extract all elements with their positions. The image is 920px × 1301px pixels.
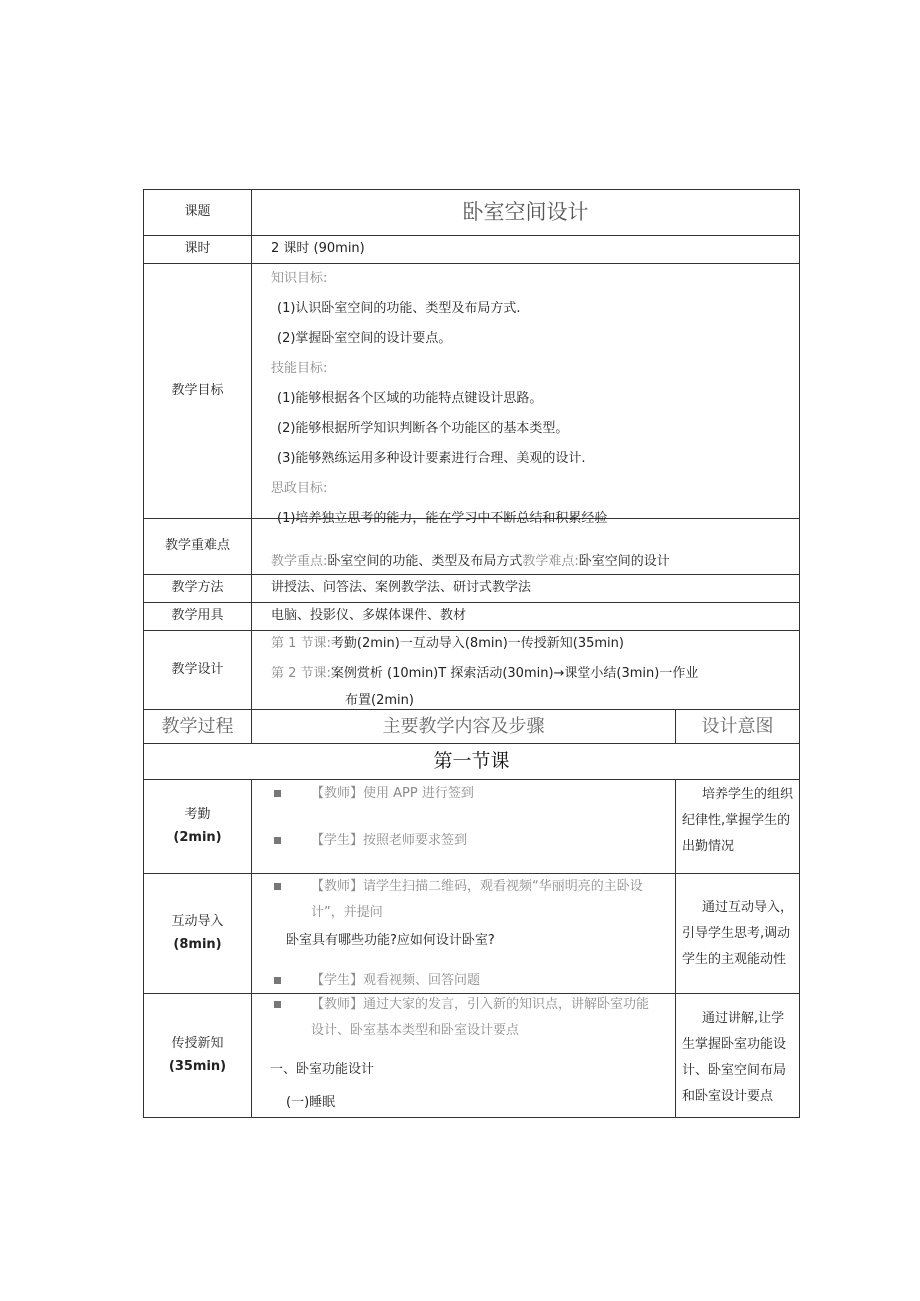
topic-label: 课题 [144, 190, 252, 236]
skill-goal-title: 技能目标: [271, 361, 328, 376]
hours-value: 2 课时 (90min) [252, 236, 800, 264]
methods-label: 教学方法 [144, 575, 252, 603]
step-time: (35min) [168, 1058, 227, 1074]
step-name: 考勤 [184, 806, 211, 822]
bullet-icon [274, 977, 281, 984]
skill-goal-2: (2)能够根据所学知识判断各个功能区的基本类型。 [277, 421, 569, 436]
step-interactive-intro-row [144, 874, 800, 994]
step-time: (2min) [173, 829, 222, 845]
lesson2-flow: 案例赏析 (10min)T 探索活动(30min)→课堂小结(3min)一作业 [330, 666, 699, 681]
objectives-row [144, 264, 800, 519]
process-header-col2: 主要教学内容及步骤 [252, 710, 676, 744]
section-row [144, 744, 800, 780]
teacher-step: 【教师】使用 APP 进行签到 [272, 780, 675, 826]
design-label: 教学设计 [144, 631, 252, 710]
process-header-col1: 教学过程 [144, 710, 252, 744]
lesson-plan-sheet [143, 189, 799, 1118]
topic-title: 卧室空间设计 [252, 190, 800, 236]
lesson1-flow: 考勤(2min)一互动导入(8min)一传授新知(35min) [330, 636, 624, 651]
step-name: 互动导入 [171, 913, 224, 929]
difficulty-label: 教学难点: [522, 554, 579, 570]
process-header-row [144, 710, 800, 744]
process-header-col3: 设计意图 [676, 710, 800, 744]
bullet-icon [274, 790, 281, 797]
knowledge-goal-title: 知识目标: [271, 271, 328, 286]
ideology-goal-1: (1)培养独立思考的能力，能在学习中不断总结和积累经验 [277, 511, 608, 526]
bullet-icon [274, 1001, 281, 1008]
design-lesson-2 [271, 657, 799, 685]
lesson-plan-table [143, 189, 800, 1118]
difficulty-value: 卧室空间的设计 [578, 554, 670, 570]
tools-row [144, 603, 800, 631]
tools-value: 电脑、投影仪、多媒体课件、教材 [252, 603, 800, 631]
section-title: 第一节课 [144, 744, 800, 780]
methods-row [144, 575, 800, 603]
knowledge-goal-1: (1)认识卧室空间的功能、类型及布局方式. [277, 301, 521, 316]
objectives-content [252, 264, 799, 526]
lesson2-label: 第 2 节课: [271, 666, 331, 681]
step-new-knowledge-row [144, 994, 800, 1118]
content-heading: 一、卧室功能设计 [270, 1062, 375, 1077]
step-intent: 通过互动导入，引导学生思考,调动学生的主观能动性 [676, 874, 800, 994]
methods-value: 讲授法、问答法、案例教学法、研讨式教学法 [252, 575, 800, 603]
bullet-icon [274, 837, 281, 844]
content-subheading: (一)睡眠 [286, 1095, 336, 1110]
step-time: (8min) [173, 936, 222, 952]
topic-row [144, 190, 800, 236]
key-points-label: 教学重难点 [144, 519, 252, 575]
lesson2-flow-continued: 布置(2min) [345, 693, 414, 708]
hours-row [144, 236, 800, 264]
teacher-step-continued: 计”，并提问 [311, 905, 383, 920]
ideology-goal-title: 思政目标: [271, 481, 328, 496]
intro-question: 卧室具有哪些功能?应如何设计卧室? [286, 933, 495, 948]
design-lesson-1 [271, 631, 799, 657]
lesson1-label: 第 1 节课: [271, 636, 331, 651]
skill-goal-3: (3)能够熟练运用多种设计要素进行合理、美观的设计. [277, 451, 586, 466]
bullet-icon [274, 883, 281, 890]
step-attendance-row [144, 780, 800, 874]
teacher-step-continued: 设计、卧室基本类型和卧室设计要点 [311, 1023, 520, 1038]
hours-label: 课时 [144, 236, 252, 264]
student-step: 【学生】观看视频、回答问题 [272, 968, 675, 992]
focus-value: 卧室空间的功能、类型及布局方式 [327, 554, 523, 570]
tools-label: 教学用具 [144, 603, 252, 631]
knowledge-goal-2: (2)掌握卧室空间的设计要点。 [277, 331, 452, 346]
design-row [144, 631, 800, 710]
teacher-step: 【教师】请学生扫描二维码，观看视频“华丽明亮的主卧设 [272, 874, 675, 900]
step-intent: 培养学生的组织纪律性,掌握学生的出勤情况 [676, 780, 800, 874]
student-step: 【学生】按照老师要求签到 [272, 826, 675, 866]
objectives-label: 教学目标 [144, 264, 252, 519]
step-intent: 通过讲解,让学生掌握卧室功能设计、卧室空间布局和卧室设计要点 [676, 994, 800, 1118]
step-name: 传授新知 [171, 1035, 224, 1051]
teacher-step: 【教师】通过大家的发言，引入新的知识点，讲解卧室功能 [272, 994, 675, 1020]
skill-goal-1: (1)能够根据各个区域的功能特点键设计思路。 [277, 391, 543, 406]
focus-label: 教学重点: [271, 554, 328, 570]
